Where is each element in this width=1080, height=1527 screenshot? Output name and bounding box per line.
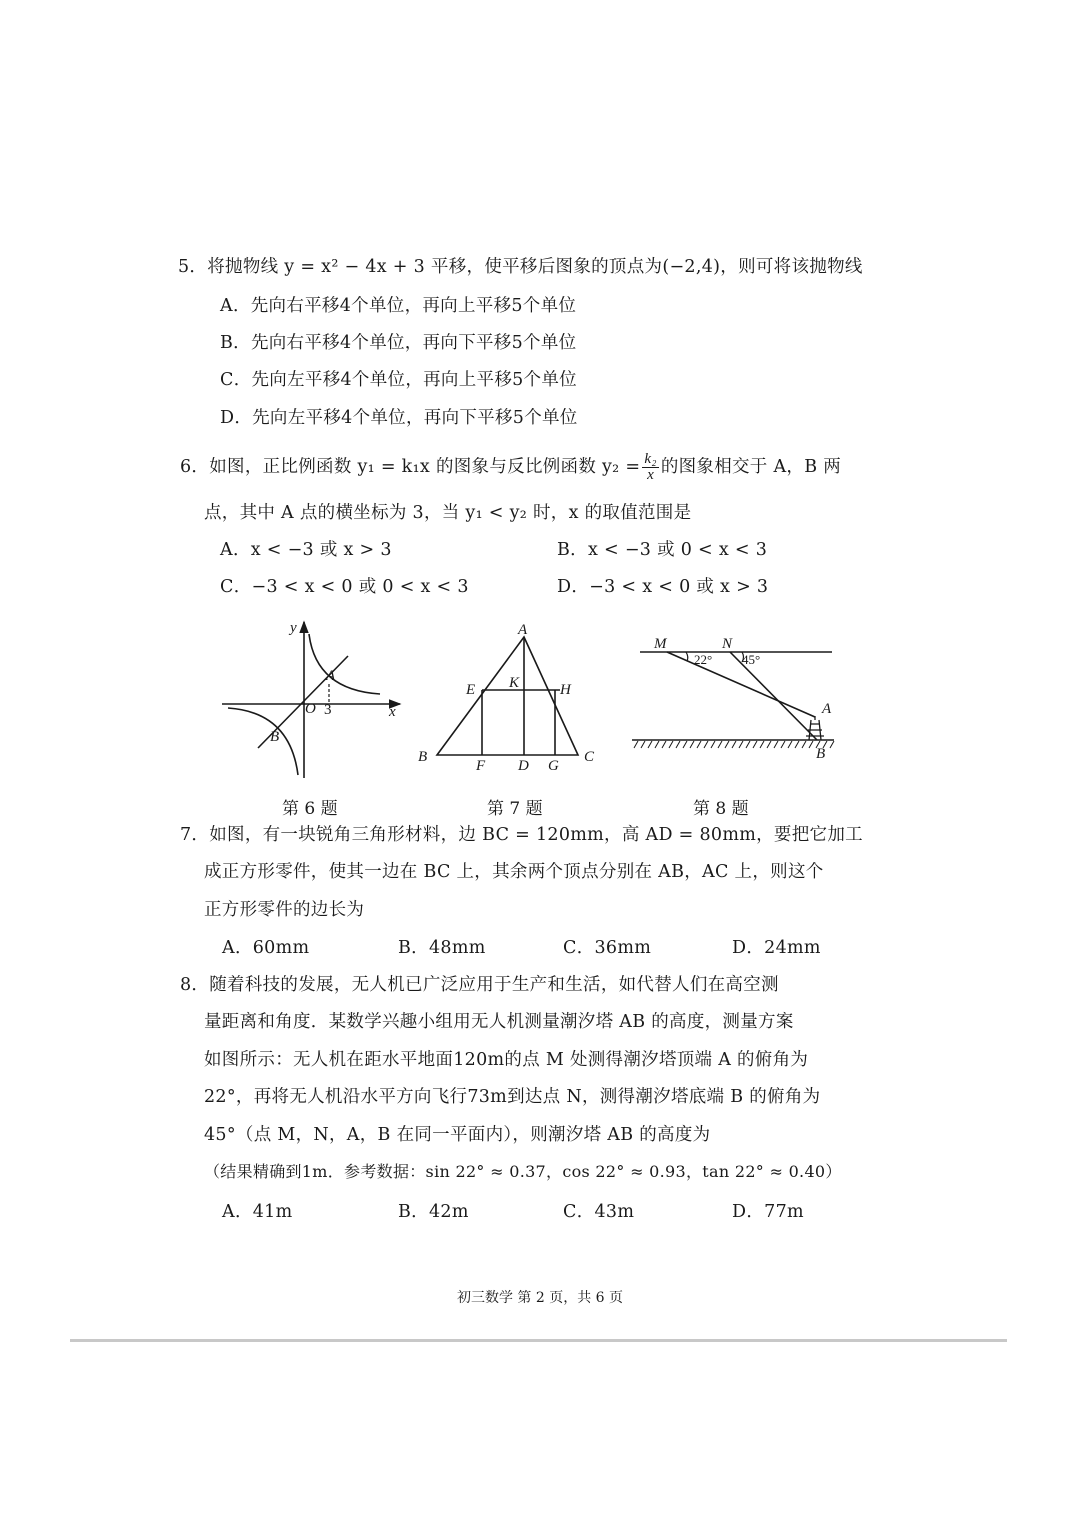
fig7-label-a: A bbox=[518, 622, 528, 638]
ground-hatching bbox=[634, 741, 834, 748]
fig7-label-c: C bbox=[584, 749, 595, 765]
fig7-label-h: H bbox=[560, 682, 571, 698]
fig7-label-b: B bbox=[418, 749, 428, 765]
q8-line-4: 22°，再将无人机沿水平方向飞行73m到达点 N，测得潮汐塔底端 B 的俯角为 bbox=[204, 1087, 821, 1107]
fig7-caption: 第 7 题 bbox=[487, 799, 543, 819]
fig7-label-e: E bbox=[466, 682, 476, 698]
q5-stem: 5．将抛物线 y = x² − 4x + 3 平移，使平移后图象的顶点为(−2,4)，则可将该抛物线 bbox=[178, 257, 863, 277]
q8-line-5: 45°（点 M，N，A，B 在同一平面内），则潮汐塔 AB 的高度为 bbox=[204, 1125, 711, 1145]
q6-option-b: B．x < −3 或 0 < x < 3 bbox=[557, 540, 768, 560]
q7-line-3: 正方形零件的边长为 bbox=[204, 900, 365, 920]
q8-line-1: 8．随着科技的发展，无人机已广泛应用于生产和生活，如代替人们在高空测 bbox=[180, 975, 779, 995]
fig6-label-3: 3 bbox=[324, 702, 332, 718]
triangle-abc bbox=[437, 637, 578, 755]
fig7-label-f: F bbox=[476, 758, 486, 774]
fig8-label-a: A bbox=[822, 701, 832, 717]
figure-6-graph bbox=[222, 622, 400, 778]
q8-option-b: B．42m bbox=[398, 1202, 469, 1222]
q8-option-d: D．77m bbox=[732, 1202, 804, 1222]
q8-line-6: （结果精确到1m．参考数据：sin 22° ≈ 0.37，cos 22° ≈ 0.93，tan 22° ≈ 0.40） bbox=[204, 1162, 842, 1181]
sightline-ma bbox=[667, 652, 815, 717]
q7-option-d: D．24mm bbox=[732, 938, 821, 958]
q6-option-a: A．x < −3 或 x > 3 bbox=[220, 540, 392, 560]
q7-line-1: 7．如图，有一块锐角三角形材料，边 BC = 120mm，高 AD = 80mm，要把它加工 bbox=[180, 825, 863, 845]
q6-stem-b: 的图象相交于 A，B 两 bbox=[660, 457, 842, 477]
q5-option-b: B．先向右平移4个单位，再向下平移5个单位 bbox=[220, 333, 577, 353]
fig8-label-b: B bbox=[816, 746, 826, 762]
fraction-denominator: x bbox=[647, 467, 655, 483]
q6-option-d: D．−3 < x < 0 或 x > 3 bbox=[557, 577, 769, 597]
fig6-label-y: y bbox=[290, 620, 297, 636]
fig7-label-k: K bbox=[509, 675, 520, 691]
q5-option-c: C．先向左平移4个单位，再向上平移5个单位 bbox=[220, 370, 577, 390]
fig7-label-g: G bbox=[548, 758, 559, 774]
q6-stem-a: 6．如图，正比例函数 y₁ = k₁x 的图象与反比例函数 y₂ = bbox=[180, 457, 641, 477]
q5-option-a: A．先向右平移4个单位，再向上平移5个单位 bbox=[220, 296, 577, 316]
q7-option-a: A．60mm bbox=[222, 938, 310, 958]
fig8-angle-45: 45° bbox=[742, 652, 761, 667]
q6-stem-line2: 点，其中 A 点的横坐标为 3，当 y₁ < y₂ 时，x 的取值范围是 bbox=[204, 503, 692, 523]
q7-option-c: C．36mm bbox=[563, 938, 652, 958]
fraction-numerator: k₂ bbox=[644, 451, 657, 467]
tide-tower-icon bbox=[806, 716, 824, 740]
figure-8-diagram bbox=[632, 652, 834, 748]
fig8-label-n: N bbox=[722, 636, 733, 652]
fig6-label-o: O bbox=[305, 701, 316, 717]
q5-option-d: D．先向左平移4个单位，再向下平移5个单位 bbox=[220, 408, 578, 428]
q8-line-3: 如图所示：无人机在距水平地面120m的点 M 处测得潮汐塔顶端 A 的俯角为 bbox=[204, 1050, 809, 1070]
fig8-caption: 第 8 题 bbox=[693, 799, 749, 819]
q7-option-b: B．48mm bbox=[398, 938, 486, 958]
fig6-label-x: x bbox=[389, 704, 396, 720]
page-footer: 初三数学 第 2 页，共 6 页 bbox=[456, 1290, 624, 1306]
fig6-caption: 第 6 题 bbox=[282, 799, 338, 819]
q8-option-c: C．43m bbox=[563, 1202, 635, 1222]
figure-7-triangle bbox=[437, 637, 578, 755]
page-divider bbox=[70, 1339, 1007, 1342]
q8-line-2: 量距离和角度．某数学兴趣小组用无人机测量潮汐塔 AB 的高度，测量方案 bbox=[204, 1012, 794, 1032]
fig8-label-m: M bbox=[654, 636, 667, 652]
fig6-label-b: B bbox=[270, 729, 280, 745]
q6-option-c: C．−3 < x < 0 或 0 < x < 3 bbox=[220, 577, 469, 597]
fig6-label-a: A bbox=[326, 668, 336, 684]
q7-line-2: 成正方形零件，使其一边在 BC 上，其余两个顶点分别在 AB，AC 上，则这个 bbox=[204, 862, 824, 882]
fig8-angle-22: 22° bbox=[694, 652, 713, 667]
fig7-label-d: D bbox=[518, 758, 529, 774]
q8-option-a: A．41m bbox=[222, 1202, 293, 1222]
